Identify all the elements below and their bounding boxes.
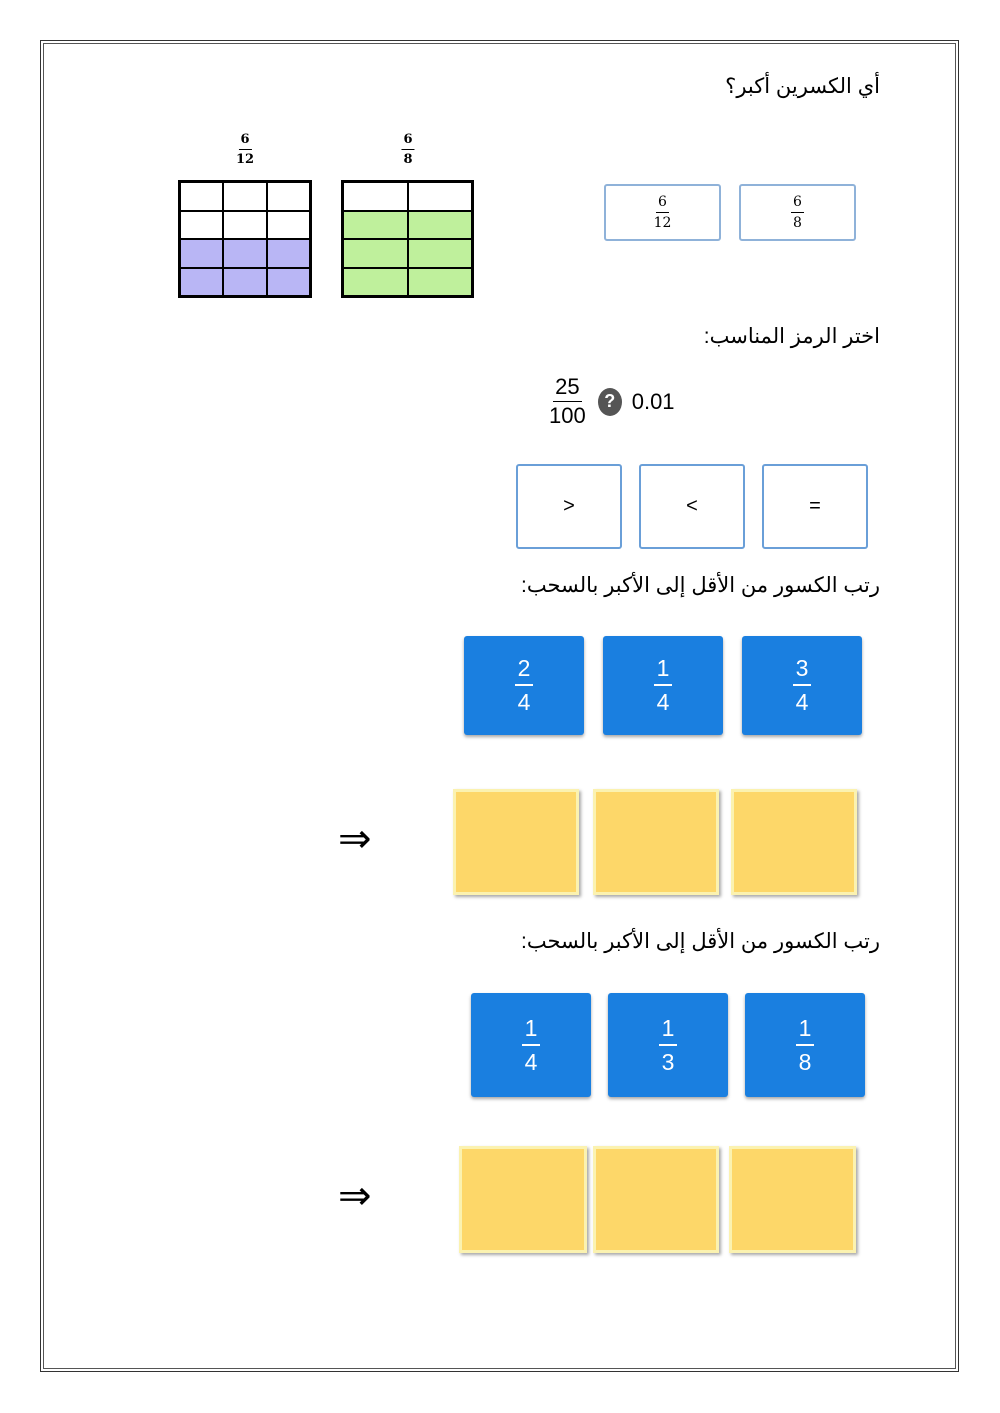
decimal-value: 0.01: [631, 388, 675, 414]
grid-cell-shaded: [223, 239, 266, 268]
draggable-fraction-tile[interactable]: $\frac{1}{3}$: [608, 993, 728, 1097]
grid-cell: [180, 182, 223, 211]
question-4: رتب الكسور من الأقل إلى الأكبر بالسحب:: [520, 930, 880, 953]
grid-cell-shaded: [180, 239, 223, 268]
grid-cell-shaded: [408, 239, 473, 268]
option-six-eighths[interactable]: $\frac{6}{8}$: [739, 184, 856, 241]
grid-cell-shaded: [267, 268, 310, 297]
draggable-fraction-tile[interactable]: $\frac{1}{8}$: [745, 993, 865, 1097]
drop-slot[interactable]: [729, 1146, 856, 1253]
right-double-arrow-icon: ⇒: [338, 1173, 372, 1219]
grid-cell: [180, 211, 223, 240]
drop-slot[interactable]: [453, 789, 579, 895]
symbol-less-button[interactable]: <: [639, 464, 745, 549]
grid-label-right: $\frac{6}{8}$: [403, 132, 413, 167]
grid-cell-shaded: [343, 268, 408, 297]
draggable-fraction-tile[interactable]: $\frac{3}{4}$: [742, 636, 862, 735]
symbol-equal-button[interactable]: =: [762, 464, 868, 549]
drop-slot[interactable]: [593, 1146, 719, 1253]
grid-cell: [267, 182, 310, 211]
grid-cell-shaded: [408, 268, 473, 297]
grid-cell: [267, 211, 310, 240]
grid-cell-shaded: [267, 239, 310, 268]
question-mark-icon: ?: [598, 388, 622, 416]
comparison-expression: [549, 376, 675, 427]
drop-slot[interactable]: [459, 1146, 587, 1253]
draggable-fraction-tile[interactable]: $\frac{2}{4}$: [464, 636, 584, 735]
grid-cell-shaded: [343, 239, 408, 268]
drop-slot[interactable]: [731, 789, 857, 895]
draggable-fraction-tile[interactable]: $\frac{1}{4}$: [471, 993, 591, 1097]
question-1: أي الكسرين أكبر؟: [725, 75, 880, 98]
question-2: اختر الرمز المناسب:: [703, 325, 880, 348]
fraction-25-100: $\frac{25}{100}$: [549, 374, 586, 428]
grid-cell-shaded: [180, 268, 223, 297]
fraction-grid-eighths: [341, 180, 474, 298]
right-double-arrow-icon: ⇒: [338, 816, 372, 862]
grid-cell: [223, 182, 266, 211]
draggable-fraction-tile[interactable]: $\frac{1}{4}$: [603, 636, 723, 735]
option-six-twelfths[interactable]: $\frac{6}{12}$: [604, 184, 721, 241]
question-3: رتب الكسور من الأقل إلى الأكبر بالسحب:: [520, 574, 880, 597]
grid-cell: [408, 182, 473, 211]
grid-cell-shaded: [343, 211, 408, 240]
grid-label-left: $\frac{6}{12}$: [235, 132, 255, 167]
drop-slot[interactable]: [593, 789, 719, 895]
symbol-greater-button[interactable]: >: [516, 464, 622, 549]
grid-cell-shaded: [408, 211, 473, 240]
grid-cell: [343, 182, 408, 211]
grid-cell: [223, 211, 266, 240]
fraction-grid-twelfths: [178, 180, 312, 298]
grid-cell-shaded: [223, 268, 266, 297]
